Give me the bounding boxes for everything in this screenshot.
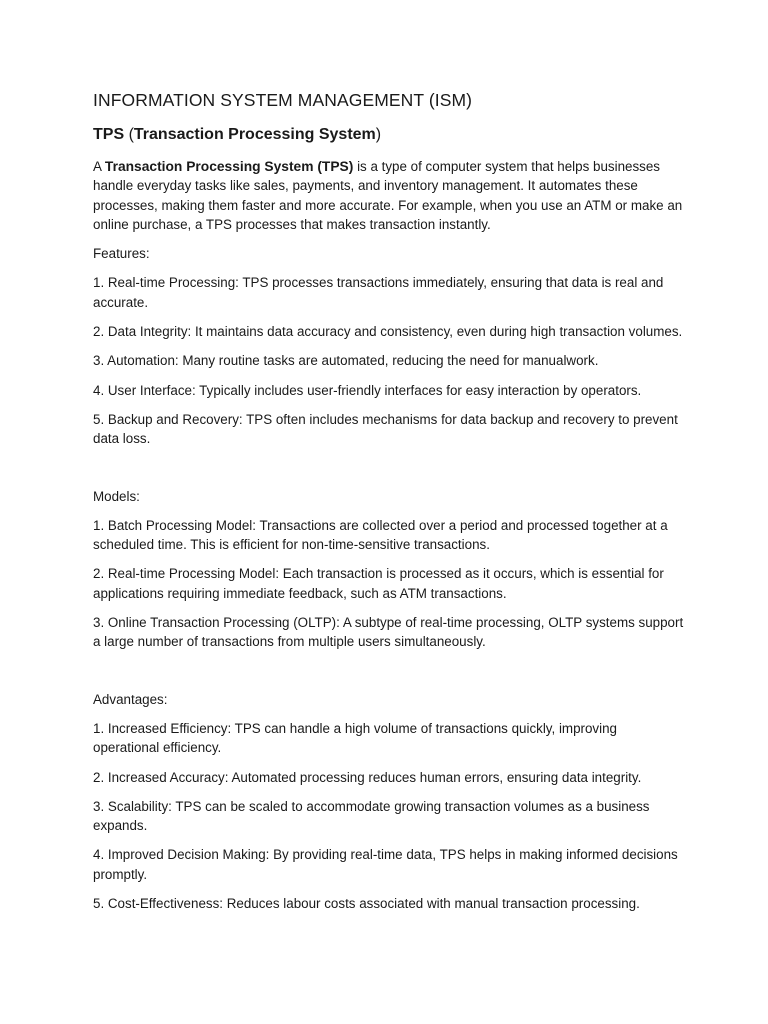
advantages-list: [93, 719, 684, 913]
blank-line: [93, 459, 684, 487]
intro-paragraph: [93, 157, 684, 234]
model-item: 2. Real-time Processing Model: Each transaction is processed as it occurs, which is essential for applications requiring immediate feedback, such as ATM transactions.: [93, 566, 664, 601]
advantage-item: 1. Increased Efficiency: TPS can handle a high volume of transactions quickly, improving operational efficiency.: [93, 720, 617, 756]
advantage-item: 3. Scalability: TPS can be scaled to accommodate growing transaction volumes as a business expands.: [93, 798, 650, 834]
page-title: INFORMATION SYSTEM MANAGEMENT (ISM): [93, 90, 473, 110]
feature-item: 2. Data Integrity: It maintains data accuracy and consistency, even during high transaction volumes.: [93, 324, 683, 340]
heading-paren-open: (: [124, 126, 134, 143]
models-label: Models:: [93, 488, 140, 504]
feature-item: 5. Backup and Recovery: TPS often includes mechanisms for data backup and recovery to prevent data loss.: [93, 411, 678, 447]
model-item: 3. Online Transaction Processing (OLTP): A subtype of real-time processing, OLTP systems support a large number of transactions from multiple users simultaneously.: [93, 615, 684, 650]
heading-abbreviation: TPS: [93, 126, 125, 143]
feature-item: 4. User Interface: Typically includes user-friendly interfaces for easy interaction by operators.: [93, 382, 642, 398]
models-list: [93, 516, 684, 652]
features-list: [93, 273, 684, 448]
section-heading: [93, 125, 684, 145]
advantage-item: 5. Cost-Effectiveness: Reduces labour costs associated with manual transaction processing.: [93, 896, 640, 912]
feature-item: 1. Real-time Processing: TPS processes transactions immediately, ensuring that data is real and accurate.: [93, 275, 664, 310]
feature-item: 3. Automation: Many routine tasks are automated, reducing the need for manualwork.: [93, 353, 599, 369]
intro-lead: A: [93, 159, 105, 174]
heading-paren-close: ): [375, 126, 382, 143]
advantage-item: 4. Improved Decision Making: By providing real-time data, TPS helps in making informed decisions promptly.: [93, 847, 678, 882]
advantages-label: Advantages:: [93, 691, 168, 707]
intro-term: Transaction Processing System (TPS): [104, 159, 354, 174]
intro-body: is a type of computer system that helps businesses handle everyday tasks like sales, payments, and inventory management. It automates these processes, making them faster and more accurate. For example, when you use an ATM or make an online purchase, a TPS processes that makes transaction instantly.: [93, 159, 683, 232]
heading-full-name: Transaction Processing System: [133, 126, 376, 143]
blank-line: [93, 662, 684, 690]
model-item: 1. Batch Processing Model: Transactions are collected over a period and processed together at a scheduled time. This is efficient for non-time-sensitive transactions.: [93, 517, 668, 553]
advantage-item: 2. Increased Accuracy: Automated processing reduces human errors, ensuring data integrity.: [93, 769, 642, 785]
features-label: Features:: [93, 246, 150, 262]
